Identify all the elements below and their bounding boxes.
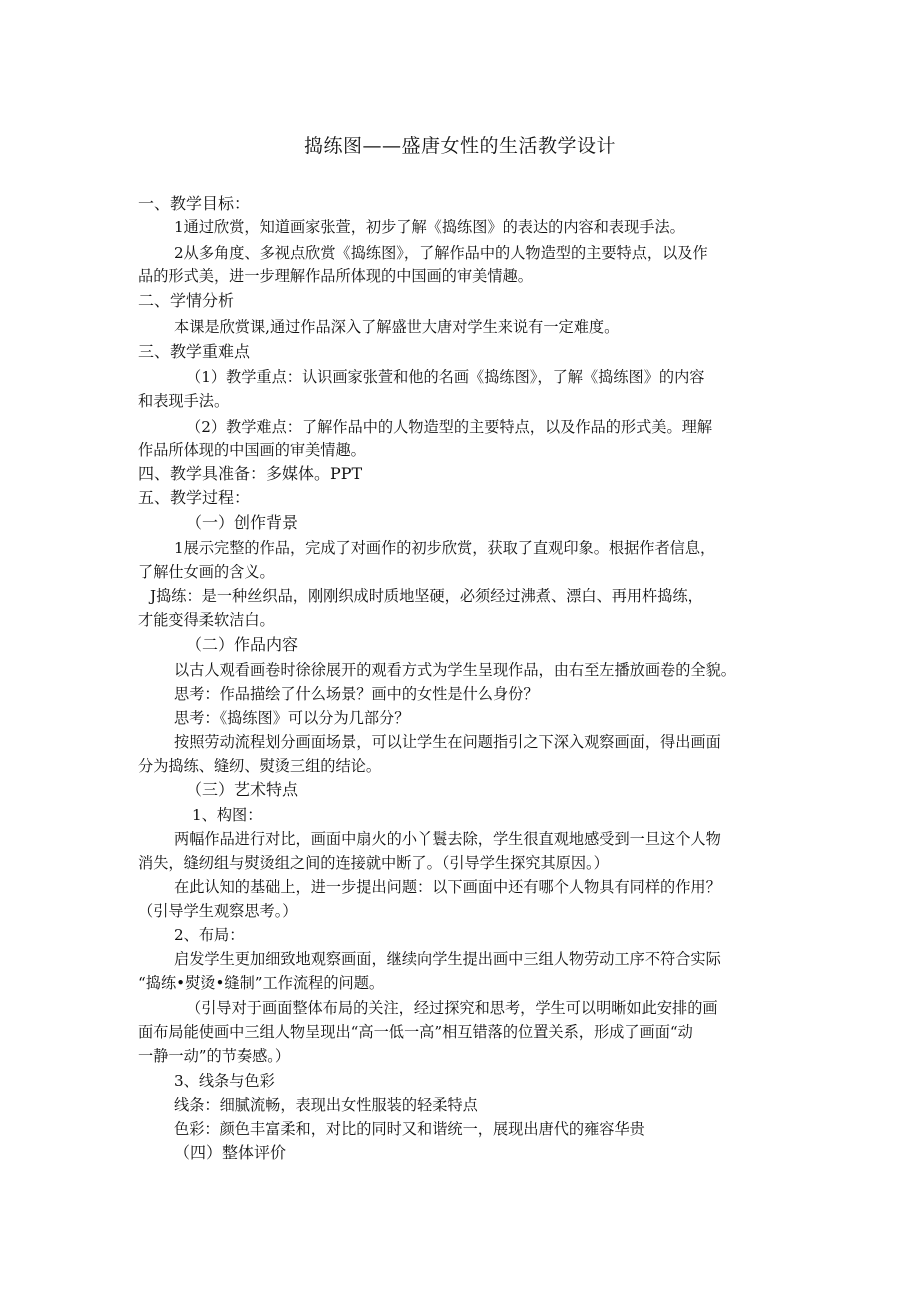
- paragraph-line: 分为捣练、缝纫、熨烫三组的结论。: [138, 757, 381, 775]
- section-heading-materials: 四、教学具准备：多媒体。PPT: [138, 464, 363, 483]
- document-title: 捣练图——盛唐女性的生活教学设计: [303, 135, 616, 157]
- paragraph-line: （2）教学难点：了解作品中的人物造型的主要特点，以及作品的形式美。理解: [186, 418, 713, 436]
- subsection-heading-art-features: （三）艺术特点: [186, 780, 299, 799]
- paragraph-line: 启发学生更加细致地观察画面，继续向学生提出画中三组人物劳动工序不符合实际: [174, 950, 721, 968]
- paragraph-line: 一静一动”的节奏感。）: [138, 1047, 291, 1065]
- paragraph-line: 品的形式美，进一步理解作品所体现的中国画的审美情趣。: [138, 267, 533, 285]
- section-heading-key-points: 三、教学重难点: [138, 342, 251, 361]
- paragraph-line: 作品所体现的中国画的审美情趣。: [138, 441, 366, 459]
- item-heading-line-color: 3、线条与色彩: [174, 1072, 275, 1090]
- paragraph-line: 思考：作品描绘了什么场景？画中的女性是什么身份？: [174, 685, 539, 703]
- paragraph-line: 和表现手法。: [138, 392, 230, 410]
- section-heading-analysis: 二、学情分析: [138, 291, 235, 310]
- paragraph-line: （引导学生观察思考。）: [138, 902, 298, 920]
- section-heading-process: 五、教学过程：: [138, 488, 251, 507]
- paragraph-line: 本课是欣赏课,通过作品深入了解盛世大唐对学生来说有一定难度。: [174, 318, 620, 336]
- paragraph-line: 1通过欣赏，知道画家张萱，初步了解《捣练图》的表达的内容和表现手法。: [174, 218, 685, 236]
- paragraph-line: 色彩：颜色丰富柔和，对比的同时又和谐统一，展现出唐代的雍容华贵: [174, 1120, 645, 1138]
- paragraph-line: 1展示完整的作品，完成了对画作的初步欣赏，获取了直观印象。根据作者信息，: [174, 539, 716, 557]
- paragraph-line: J捣练：是一种丝织品，刚刚织成时质地坚硬，必须经过沸煮、漂白、再用杵捣练，: [150, 587, 703, 605]
- paragraph-line: 以古人观看画卷时徐徐展开的观看方式为学生呈现作品，由右至左播放画卷的全貌。: [174, 661, 736, 679]
- subsection-heading-content: （二）作品内容: [186, 635, 299, 654]
- paragraph-line: 思考：《捣练图》可以分为几部分？: [174, 709, 410, 727]
- paragraph-line: 消失，缝纫组与熨烫组之间的连接就中断了。（引导学生探究其原因。）: [138, 854, 609, 872]
- paragraph-line: 了解仕女画的含义。: [138, 563, 275, 581]
- subsection-heading-background: （一）创作背景: [186, 513, 299, 532]
- paragraph-line: 2从多角度、多视点欣赏《捣练图》，了解作品中的人物造型的主要特点，以及作: [174, 244, 708, 262]
- paragraph-line: 按照劳动流程划分画面场景，可以让学生在问题指引之下深入观察画面，得出画面: [174, 733, 721, 751]
- paragraph-line: “捣练•熨烫•缝制”工作流程的问题。: [138, 974, 385, 992]
- paragraph-line: （引导对于画面整体布局的关注，经过探究和思考，学生可以明晰如此安排的画: [186, 999, 718, 1017]
- item-heading-composition: 1、构图：: [192, 806, 263, 824]
- paragraph-line: 在此认知的基础上，进一步提出问题：以下画面中还有哪个人物具有同样的作用？: [174, 878, 721, 896]
- paragraph-line: 才能变得柔软洁白。: [138, 611, 275, 629]
- item-heading-layout: 2、布局：: [174, 926, 245, 944]
- paragraph-line: 线条：细腻流畅，表现出女性服装的轻柔特点: [174, 1096, 478, 1114]
- subsection-heading-evaluation: （四）整体评价: [174, 1143, 287, 1162]
- paragraph-line: 两幅作品进行对比，画面中扇火的小丫鬟去除，学生很直观地感受到一旦这个人物: [174, 830, 721, 848]
- paragraph-line: 面布局能使画中三组人物呈现出“高一低一高”相互错落的位置关系，形成了画面“动: [138, 1023, 693, 1041]
- section-heading-objectives: 一、教学目标：: [138, 194, 251, 213]
- paragraph-line: （1）教学重点：认识画家张萱和他的名画《捣练图》，了解《捣练图》的内容: [186, 368, 705, 386]
